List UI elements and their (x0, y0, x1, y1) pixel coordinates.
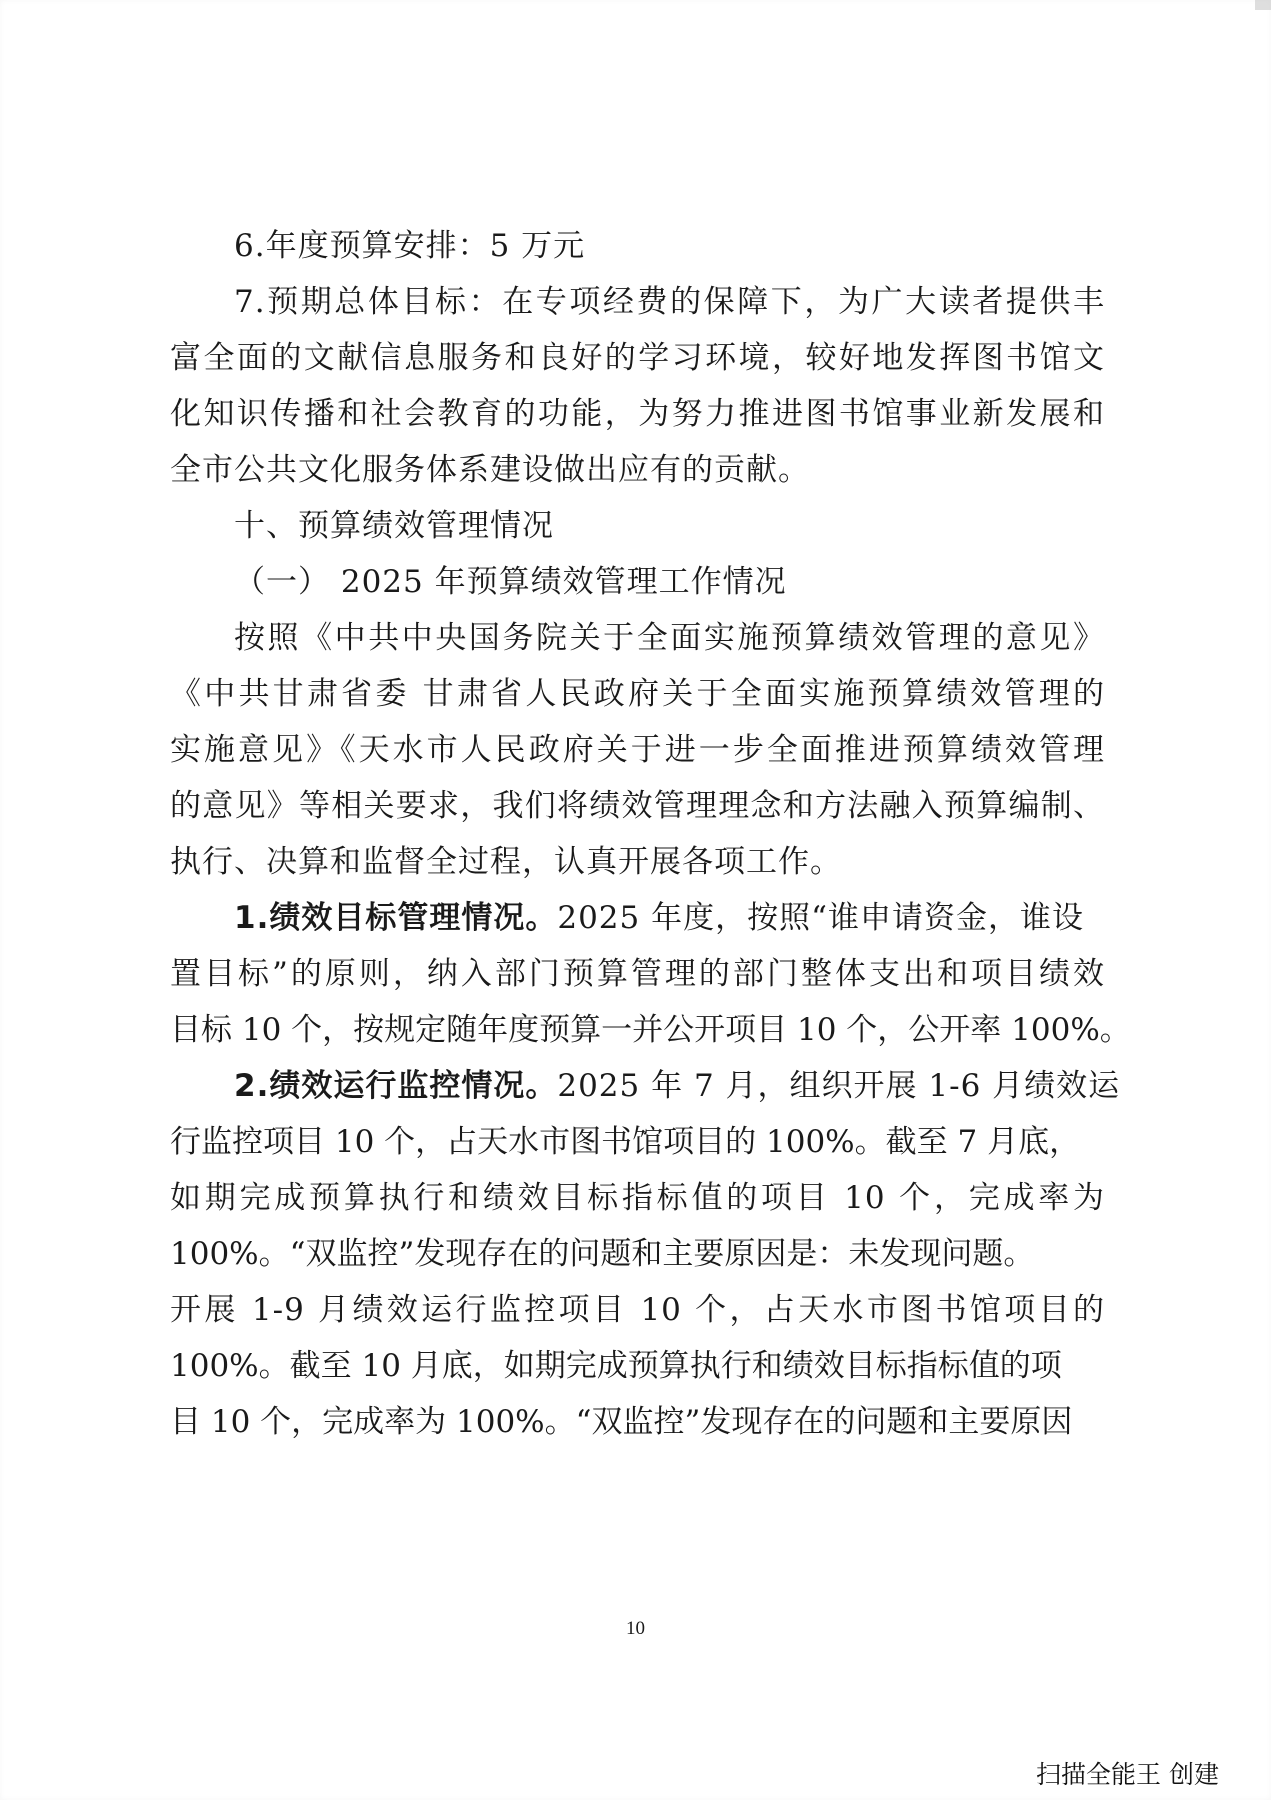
target-mgmt-text-1: 2025 年度，按照“谁申请资金，谁设 (557, 900, 1084, 936)
monitor-title: 2.绩效运行监控情况。 (234, 1068, 558, 1104)
target-mgmt-line-1 (234, 898, 1105, 938)
goal-line-2: 富全面的文献信息服务和良好的学习环境，较好地发挥图书馆文 (170, 340, 1105, 376)
scan-corner-mark (1255, 0, 1271, 10)
section-heading: 十、预算绩效管理情况 (234, 508, 554, 544)
monitor-text-1: 2025 年 7 月，组织开展 1-6 月绩效运 (557, 1068, 1121, 1104)
policy-line-3: 实施意见》《天水市人民政府关于进一步全面推进预算绩效管理 (170, 732, 1105, 768)
target-mgmt-title: 1.绩效目标管理情况。 (234, 900, 558, 936)
budget-line: 6.年度预算安排：5 万元 (234, 228, 586, 264)
monitor-line-4: 100%。“双监控”发现存在的问题和主要原因是：未发现问题。 (170, 1236, 1035, 1272)
scanner-watermark: 扫描全能王 创建 (1036, 1760, 1219, 1789)
page-number: 10 (626, 1618, 645, 1639)
goal-line-3: 化知识传播和社会教育的功能，为努力推进图书馆事业新发展和 (170, 396, 1105, 432)
policy-line-4: 的意见》等相关要求，我们将绩效管理理念和方法融入预算编制、 (170, 788, 1105, 824)
policy-line-1: 按照《中共中央国务院关于全面实施预算绩效管理的意见》 (234, 620, 1105, 656)
subsection-heading: （一） 2025 年预算绩效管理工作情况 (234, 564, 787, 600)
monitor-line-5: 开展 1-9 月绩效运行监控项目 10 个，占天水市图书馆项目的 (170, 1292, 1105, 1328)
policy-line-5: 执行、决算和监督全过程，认真开展各项工作。 (170, 844, 842, 880)
monitor-line-7: 目 10 个，完成率为 100%。“双监控”发现存在的问题和主要原因 (170, 1404, 1073, 1440)
target-mgmt-line-3: 目标 10 个，按规定随年度预算一并公开项目 10 个，公开率 100%。 (170, 1012, 1131, 1048)
monitor-line-3: 如期完成预算执行和绩效目标指标值的项目 10 个，完成率为 (170, 1180, 1105, 1216)
goal-line-4: 全市公共文化服务体系建设做出应有的贡献。 (170, 452, 810, 488)
target-mgmt-line-2: 置目标”的原则，纳入部门预算管理的部门整体支出和项目绩效 (170, 956, 1105, 992)
policy-line-2: 《中共甘肃省委 甘肃省人民政府关于全面实施预算绩效管理的 (170, 676, 1105, 712)
monitor-line-1 (234, 1066, 1121, 1106)
monitor-line-6: 100%。截至 10 月底，如期完成预算执行和绩效目标指标值的项 (170, 1348, 1062, 1384)
goal-line-1: 7.预期总体目标：在专项经费的保障下，为广大读者提供丰 (234, 284, 1105, 320)
monitor-line-2: 行监控项目 10 个，占天水市图书馆项目的 100%。截至 7 月底， (170, 1124, 1081, 1160)
